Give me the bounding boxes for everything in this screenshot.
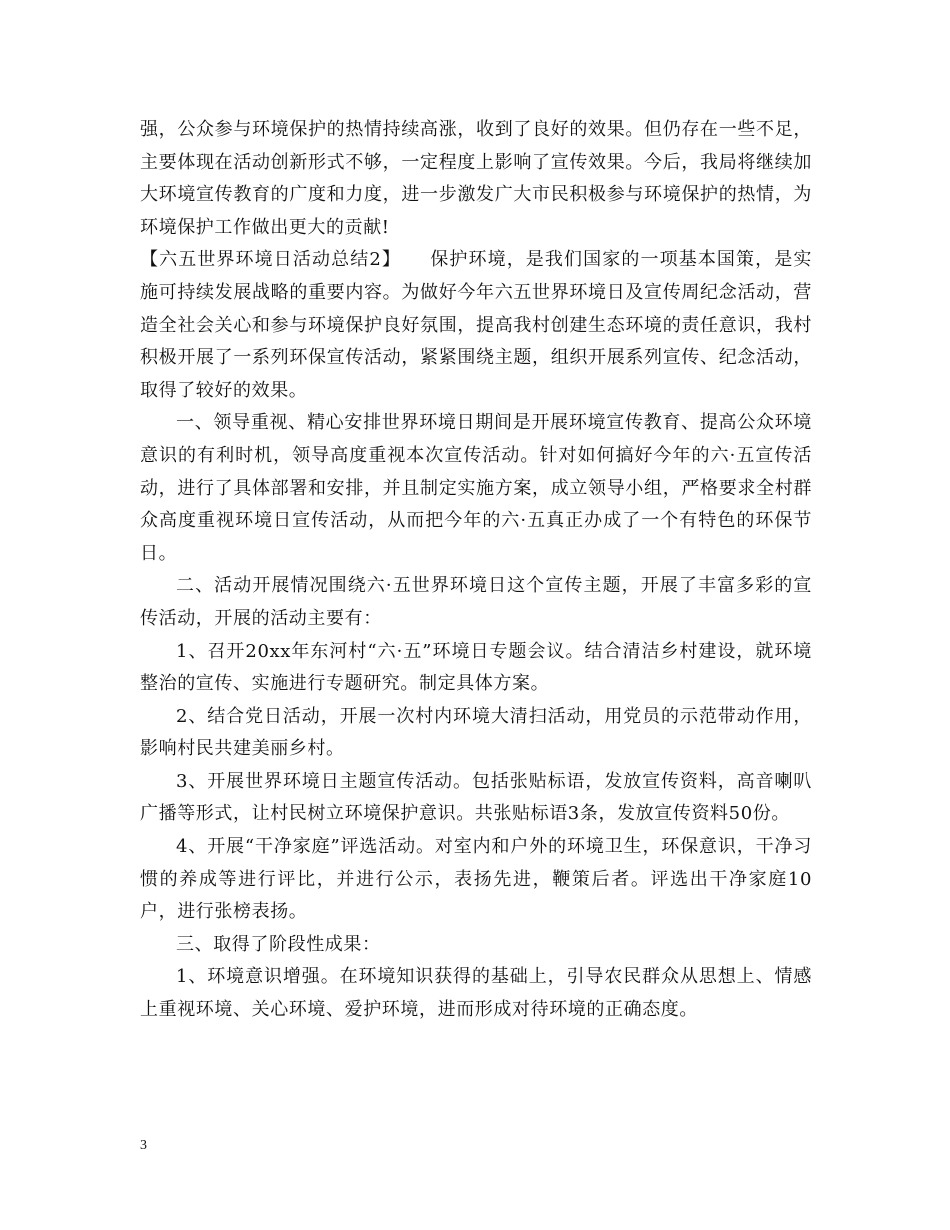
paragraph-section-3: 三、取得了阶段性成果： — [176, 933, 381, 955]
page-number: 3 — [140, 1138, 147, 1153]
paragraph-section-1: 一、领导重视、精心安排世界环境日期间是开展环境宣传教育、提高公众环境意识的有利时机，领导高度重视本次宣传活动。针对如何搞好今年的六·五宣传活动，进行了具体部署和安排，并且制定实施方案，成立领导小组，严格要求全村群众高度重视环境日宣传活动，从而把今年的六·五真正办成了一个有特色的环保节日。 — [140, 412, 812, 564]
paragraph-section-2: 二、活动开展情况围绕六·五世界环境日这个宣传主题，开展了丰富多彩的宣传活动，开展的活动主要有： — [140, 575, 812, 629]
paragraph-item-1: 1、召开20xx年东河村“六·五”环境日专题会议。结合清洁乡村建设，就环境整治的宣传、实施进行专题研究。制定具体方案。 — [140, 640, 812, 695]
paragraph-item-3: 3、开展世界环境日主题宣传活动。包括张贴标语，发放宣传资料，高音喇叭广播等形式，让村民树立环境保护意识。共张贴标语3条，发放宣传资料50份。 — [140, 770, 812, 825]
paragraph-summary-2-heading: 【六五世界环境日活动总结2】 保护环境，是我们国家的一项基本国策，是实施可持续发展战略的重要内容。为做好今年六五世界环境日及宣传周纪念活动，营造全社会关心和参与环境保护良好氛围，提高我村创建生态环境的责任意识，我村积极开展了一系列环保宣传活动，紧紧围绕主题，组织开展系列宣传、纪念活动，取得了较好的效果。 — [140, 249, 812, 401]
document-body — [140, 114, 812, 1027]
paragraph-item-2: 2、结合党日活动，开展一次村内环境大清扫活动，用党员的示范带动作用，影响村民共建美丽乡村。 — [140, 705, 812, 760]
paragraph-item-4: 4、开展“干净家庭”评选活动。对室内和户外的环境卫生，环保意识，干净习惯的养成等进行评比，并进行公示，表扬先进，鞭策后者。评选出干净家庭10户，进行张榜表扬。 — [140, 836, 812, 923]
paragraph-result-1: 1、环境意识增强。在环境知识获得的基础上，引导农民群众从思想上、情感上重视环境、关心环境、爱护环境，进而形成对待环境的正确态度。 — [140, 966, 812, 1021]
paragraph-continuation: 强，公众参与环境保护的热情持续高涨，收到了良好的效果。但仍存在一些不足，主要体现在活动创新形式不够，一定程度上影响了宣传效果。今后，我局将继续加大环境宣传教育的广度和力度，进一步激发广大市民积极参与环境保护的热情，为环境保护工作做出更大的贡献! — [140, 119, 812, 238]
